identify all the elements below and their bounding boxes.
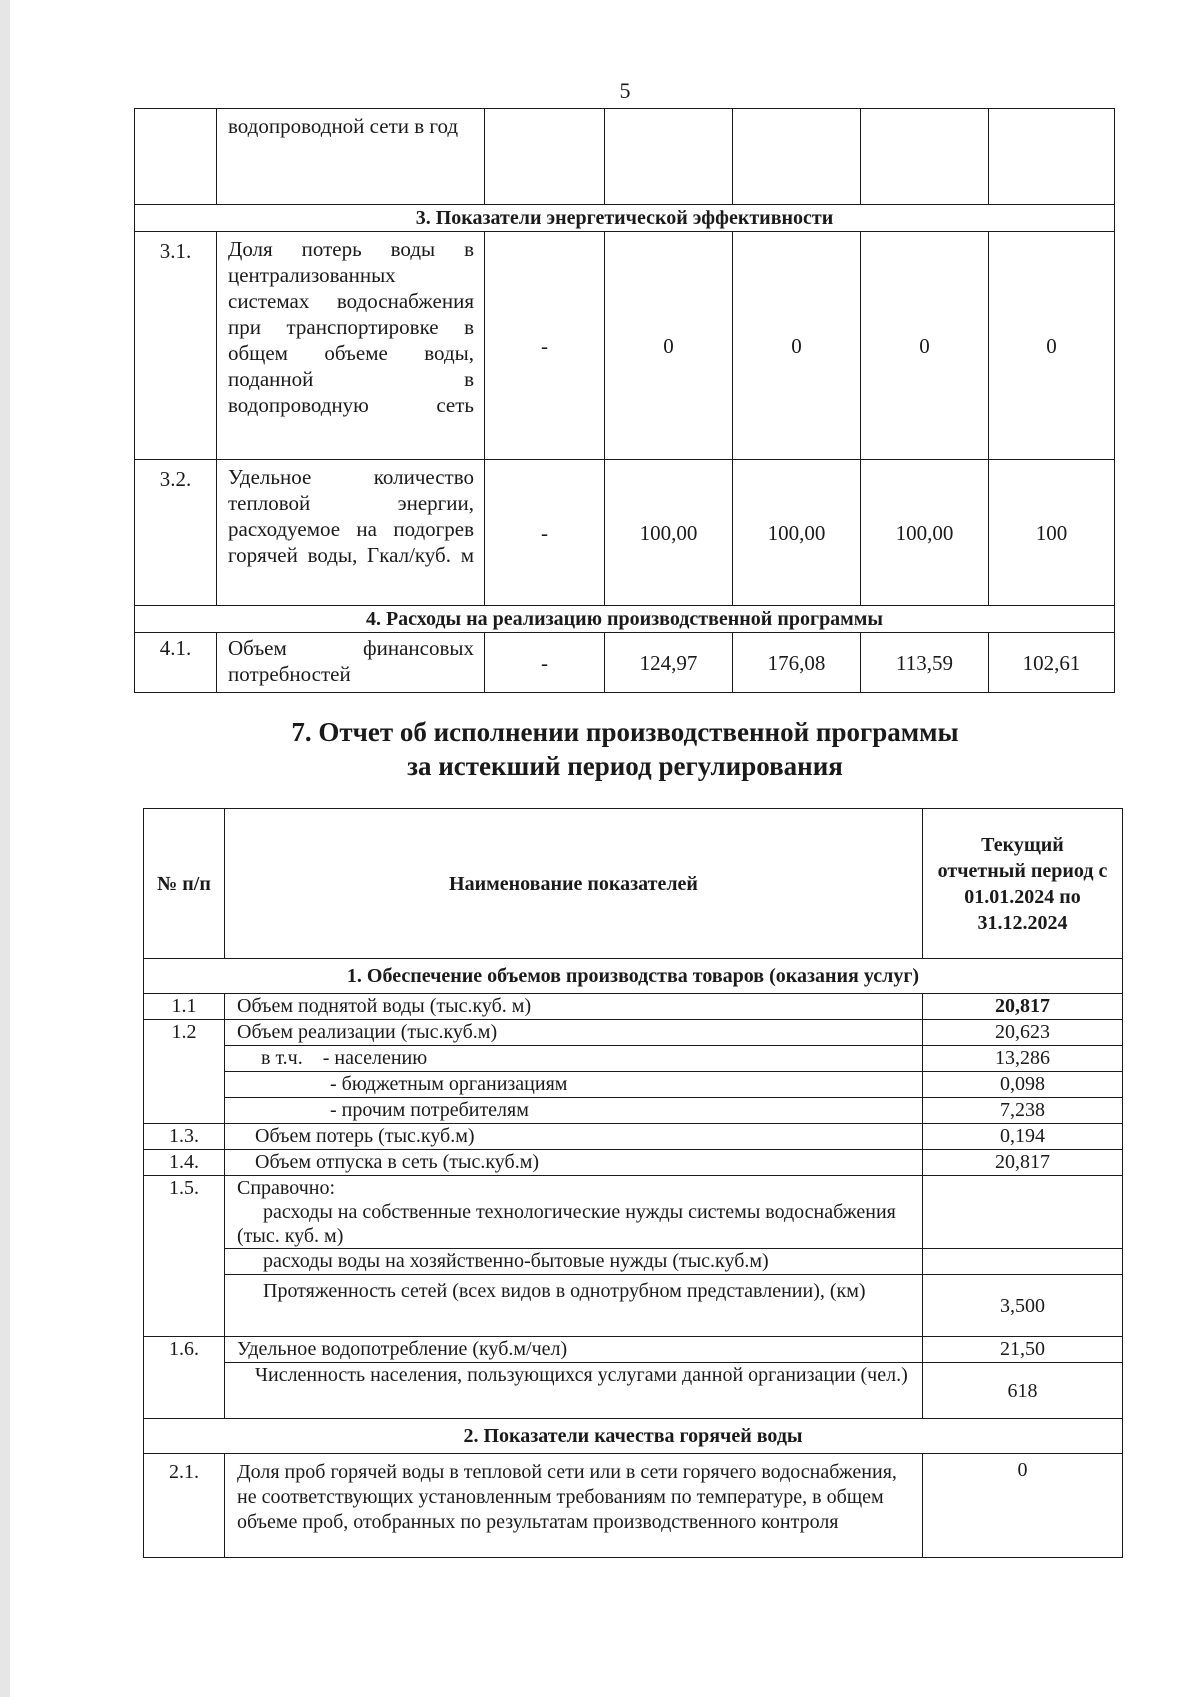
- table-row: [144, 1020, 1123, 1046]
- name-cell: - бюджетным организациям: [225, 1072, 923, 1098]
- num-cell: [135, 109, 217, 205]
- num-cell: 1.1: [144, 994, 225, 1020]
- value-cell: [861, 109, 989, 205]
- value-cell: 100,00: [733, 460, 861, 606]
- value-cell: 7,238: [923, 1098, 1123, 1124]
- value-cell: 0: [923, 1454, 1123, 1558]
- section-row: [135, 606, 1115, 633]
- value-cell: 21,50: [923, 1337, 1123, 1363]
- name-cell: Объем потерь (тыс.куб.м): [225, 1124, 923, 1150]
- report-table: [143, 808, 1123, 1558]
- table-row: [144, 1176, 1123, 1201]
- table-row: [135, 460, 1115, 606]
- section-row: [144, 1419, 1123, 1454]
- value-cell: 0,098: [923, 1072, 1123, 1098]
- page-number: 5: [619, 78, 631, 103]
- name-cell: Объем поднятой воды (тыс.куб. м): [225, 994, 923, 1020]
- table-row: [144, 1098, 1123, 1124]
- indicators-table: [134, 108, 1115, 693]
- table-row: [144, 1046, 1123, 1072]
- value-cell: 0: [989, 232, 1115, 460]
- value-cell: 20,817: [923, 994, 1123, 1020]
- value-cell: 0: [733, 232, 861, 460]
- value-cell: 618: [923, 1363, 1123, 1419]
- name-cell: Удельное количество тепловой энергии, расходуемое на подогрев горячей воды, Гкал/куб. м: [217, 460, 485, 606]
- table-row: [144, 1072, 1123, 1098]
- num-cell: 1.6.: [144, 1337, 225, 1419]
- header-num: № п/п: [144, 809, 225, 959]
- name-cell: Объем финансовых потребностей: [217, 633, 485, 693]
- num-cell: 1.2: [144, 1020, 225, 1124]
- value-cell: -: [485, 232, 605, 460]
- value-cell: -: [485, 460, 605, 606]
- value-cell: 3,500: [923, 1275, 1123, 1337]
- section-title: 4. Расходы на реализацию производственной программы: [135, 606, 1115, 633]
- name-cell: - прочим потребителям: [225, 1098, 923, 1124]
- num-cell: 4.1.: [135, 633, 217, 693]
- value-cell: 13,286: [923, 1046, 1123, 1072]
- section-row: [144, 959, 1123, 994]
- table-row: [144, 1150, 1123, 1176]
- name-cell: Протяженность сетей (всех видов в однотрубном представлении), (км): [225, 1275, 923, 1337]
- name-cell: Доля проб горячей воды в тепловой сети или в сети горячего водоснабжения, не соответствующих установленным требованиям по температуре, в общем объеме проб, отобранных по результатам производственного контроля: [225, 1454, 923, 1558]
- value-cell: 100,00: [861, 460, 989, 606]
- table-row: [144, 1337, 1123, 1363]
- table-row: [144, 1275, 1123, 1337]
- table-row: [144, 1454, 1123, 1558]
- value-cell: [923, 1176, 1123, 1249]
- name-cell: Справочно:: [225, 1176, 923, 1201]
- name-cell: Удельное водопотребление (куб.м/чел): [225, 1337, 923, 1363]
- header-name: Наименование показателей: [225, 809, 923, 959]
- value-cell: [485, 109, 605, 205]
- value-cell: 100,00: [605, 460, 733, 606]
- name-cell: Доля потерь воды в централизованных системах водоснабжения при транспортировке в общем объеме воды, поданной в водопроводную сеть: [217, 232, 485, 460]
- report-title-line1: 7. Отчет об исполнении производственной программы: [291, 717, 959, 747]
- name-cell: водопроводной сети в год: [217, 109, 485, 205]
- table-row: [144, 1249, 1123, 1275]
- section-title: 3. Показатели энергетической эффективности: [135, 205, 1115, 232]
- table-row: [135, 232, 1115, 460]
- value-cell: 0,194: [923, 1124, 1123, 1150]
- value-cell: [923, 1249, 1123, 1275]
- value-cell: 100: [989, 460, 1115, 606]
- section-row: [135, 205, 1115, 232]
- value-cell: [733, 109, 861, 205]
- report-title-line2: за истекший период регулирования: [407, 751, 843, 781]
- value-cell: 0: [605, 232, 733, 460]
- num-cell: 2.1.: [144, 1454, 225, 1558]
- value-cell: 113,59: [861, 633, 989, 693]
- name-cell: расходы воды на хозяйственно-бытовые нужды (тыс.куб.м): [225, 1249, 923, 1275]
- value-cell: 124,97: [605, 633, 733, 693]
- value-cell: 20,817: [923, 1150, 1123, 1176]
- value-cell: 102,61: [989, 633, 1115, 693]
- header-period: Текущий отчетный период с 01.01.2024 по 31.12.2024: [923, 809, 1123, 959]
- name-cell: Численность населения, пользующихся услугами данной организации (чел.): [225, 1363, 923, 1419]
- name-cell: Объем отпуска в сеть (тыс.куб.м): [225, 1150, 923, 1176]
- table-row: [135, 633, 1115, 693]
- value-cell: [989, 109, 1115, 205]
- name-cell: расходы на собственные технологические нужды системы водоснабжения (тыс. куб. м): [225, 1200, 923, 1249]
- value-cell: [605, 109, 733, 205]
- num-cell: 1.3.: [144, 1124, 225, 1150]
- table-row: [135, 109, 1115, 205]
- name-cell: в т.ч. - населению: [225, 1046, 923, 1072]
- value-cell: 176,08: [733, 633, 861, 693]
- num-cell: 1.4.: [144, 1150, 225, 1176]
- value-cell: 0: [861, 232, 989, 460]
- scan-page-edge: [0, 0, 10, 1697]
- section-title: 2. Показатели качества горячей воды: [144, 1419, 1123, 1454]
- num-cell: 1.5.: [144, 1176, 225, 1337]
- num-cell: 3.1.: [135, 232, 217, 460]
- value-cell: -: [485, 633, 605, 693]
- table-row: [144, 1363, 1123, 1419]
- header-row: [144, 809, 1123, 959]
- table-row: [144, 1124, 1123, 1150]
- num-cell: 3.2.: [135, 460, 217, 606]
- name-cell: Объем реализации (тыс.куб.м): [225, 1020, 923, 1046]
- table-row: [144, 994, 1123, 1020]
- section-title: 1. Обеспечение объемов производства товаров (оказания услуг): [144, 959, 1123, 994]
- value-cell: 20,623: [923, 1020, 1123, 1046]
